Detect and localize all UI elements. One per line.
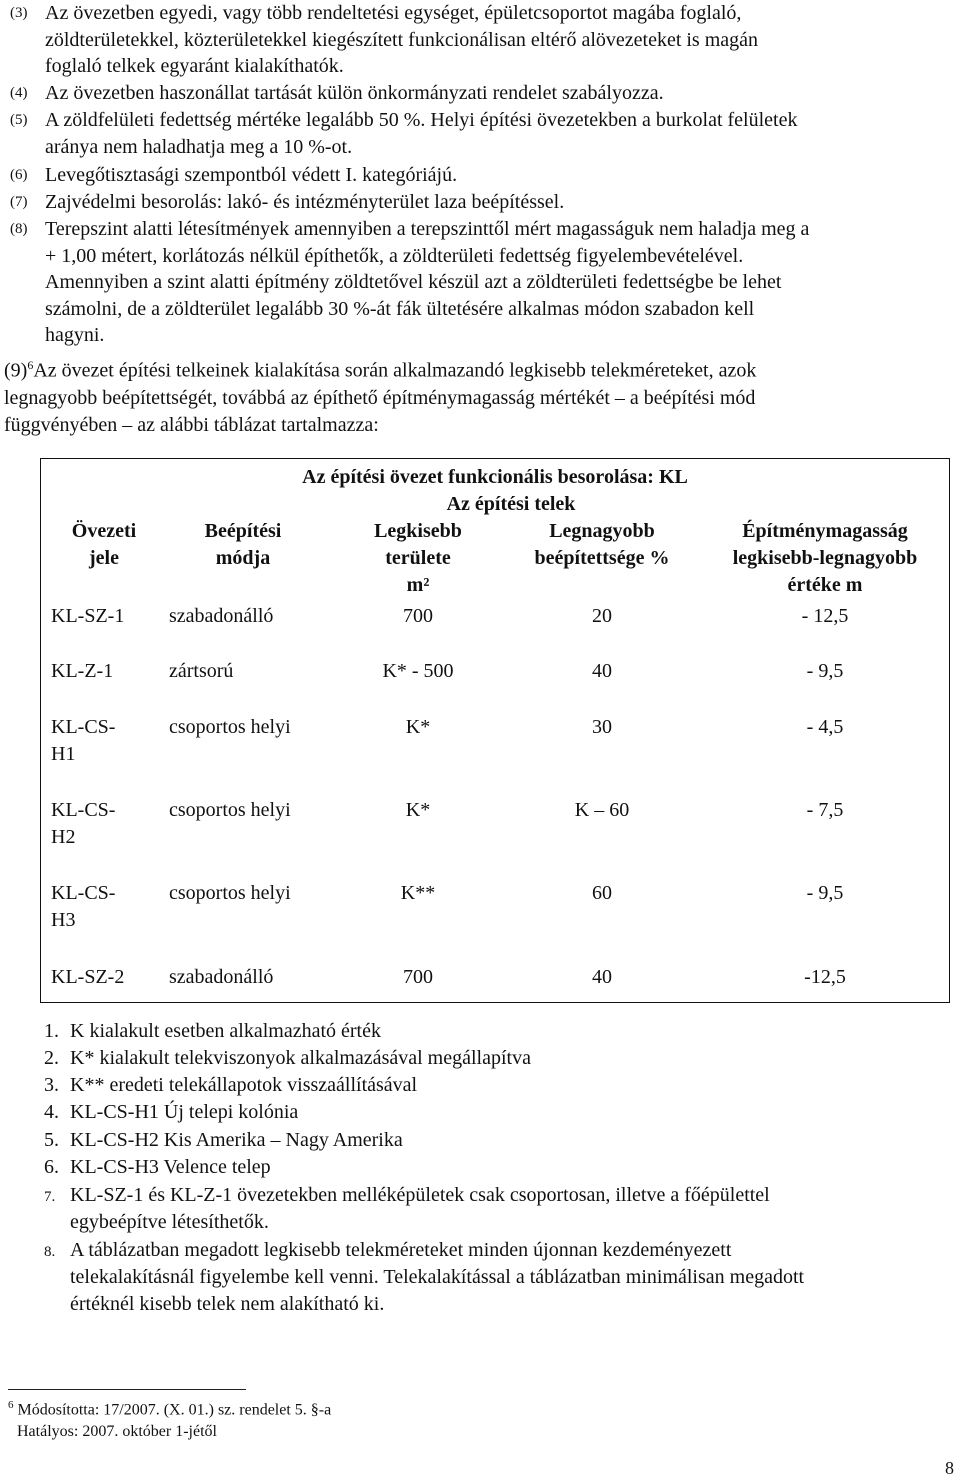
paragraph-5 bbox=[10, 107, 946, 160]
paragraph-number: (9) bbox=[4, 359, 28, 382]
cell-building-height: - 12,5 bbox=[801, 605, 849, 627]
text-line: legnagyobb beépítettségét, továbbá az építhető építménymagasság mértékét – a beépítési mód bbox=[4, 386, 756, 409]
cell-zone-code: KL-CS- H1 bbox=[51, 716, 116, 765]
cell-zone-code: KL-SZ-2 bbox=[51, 966, 125, 988]
list-item: 3. K** eredeti telekállapotok visszaállításával bbox=[44, 1074, 418, 1096]
cell-building-mode: szabadonálló bbox=[169, 966, 274, 988]
paragraph-4 bbox=[10, 80, 946, 107]
cell-building-mode: csoportos helyi bbox=[169, 882, 291, 904]
list-item: 4. KL-CS-H1 Új telepi kolónia bbox=[44, 1101, 299, 1123]
cell-building-height: - 4,5 bbox=[806, 716, 844, 738]
paragraph-3 bbox=[10, 0, 946, 80]
text-line: Terepszint alatti létesítmények amennyiben a terepszinttől mért magasságuk nem haladja meg a bbox=[45, 218, 810, 240]
table-title: Az építési övezet funkcionális besorolása: KL bbox=[302, 466, 688, 488]
table-subtitle: Az építési telek bbox=[446, 493, 576, 515]
cell-min-area: K* - 500 bbox=[382, 660, 454, 682]
cell-building-height: - 9,5 bbox=[806, 882, 844, 904]
cell-min-area: K** bbox=[400, 882, 436, 904]
paragraph-number: (8) bbox=[10, 221, 28, 237]
text-line: foglaló telkek egyaránt kialakíthatók. bbox=[45, 55, 344, 77]
footnote-number: 6 bbox=[8, 1399, 14, 1411]
text-line: függvényében – az alábbi táblázat tartalmazza: bbox=[4, 413, 379, 436]
paragraph-9 bbox=[4, 352, 942, 439]
footnote-ref[interactable]: 6 bbox=[27, 358, 34, 372]
text-line: zöldterületekkel, közterületekkel kiegészített funkcionálisan eltérő alövezeteket is magán bbox=[45, 28, 759, 51]
text-line: Az övezet építési telkeinek kialakítása során alkalmazandó legkisebb telekméreteket, azok bbox=[33, 359, 757, 382]
list-item: 1. K kialakult esetben alkalmazható érték bbox=[44, 1020, 381, 1042]
cell-max-coverage: 30 bbox=[592, 716, 612, 738]
header-zone-code: Övezeti jele bbox=[71, 520, 137, 569]
header-min-area: Legkisebb területe m² bbox=[374, 520, 462, 596]
cell-max-coverage: 60 bbox=[592, 882, 612, 904]
cell-max-coverage: 20 bbox=[592, 605, 612, 627]
list-item: 6. KL-CS-H3 Velence telep bbox=[44, 1156, 271, 1178]
footnote-line: Hatályos: 2007. október 1-jétől bbox=[17, 1423, 217, 1441]
cell-building-height: - 9,5 bbox=[806, 660, 844, 682]
cell-zone-code: KL-Z-1 bbox=[51, 660, 114, 682]
cell-min-area: K* bbox=[405, 799, 431, 821]
cell-min-area: K* bbox=[405, 716, 431, 738]
text-line: Levegőtisztasági szempontból védett I. kategóriájú. bbox=[45, 164, 458, 186]
cell-building-mode: zártsorú bbox=[169, 660, 234, 682]
paragraph-number: (3) bbox=[10, 5, 28, 21]
list-item: 5. KL-CS-H2 Kis Amerika – Nagy Amerika bbox=[44, 1129, 403, 1151]
cell-zone-code: KL-CS- H2 bbox=[51, 799, 116, 848]
header-building-height: Építménymagasság legkisebb-legnagyobb értéke m bbox=[732, 520, 918, 596]
text-line: + 1,00 métert, korlátozás nélkül építhetők, a zöldterületi fedettség figyelembevételével. bbox=[45, 244, 744, 267]
text-line: Zajvédelmi besorolás: lakó- és intézményterület laza beépítéssel. bbox=[45, 191, 565, 213]
header-building-mode: Beépítési módja bbox=[204, 520, 282, 569]
paragraph-8 bbox=[10, 216, 946, 349]
cell-zone-code: KL-SZ-1 bbox=[51, 605, 125, 627]
cell-max-coverage: K – 60 bbox=[574, 799, 630, 821]
paragraph-number: (7) bbox=[10, 194, 28, 210]
footnote-divider bbox=[8, 1389, 246, 1390]
cell-max-coverage: 40 bbox=[592, 660, 612, 682]
paragraph-6 bbox=[10, 162, 946, 189]
paragraph-number: (6) bbox=[10, 167, 28, 183]
footnote bbox=[8, 1394, 331, 1443]
cell-min-area: 700 bbox=[403, 966, 433, 988]
list-item: 2. K* kialakult telekviszonyok alkalmazásával megállapítva bbox=[44, 1047, 531, 1069]
header-max-coverage: Legnagyobb beépítettsége % bbox=[534, 520, 670, 569]
text-line: Amennyiben a szint alatti építmény zöldtetővel készül azt a zöldterületi fedettségbe be lehet bbox=[45, 271, 782, 293]
cell-min-area: 700 bbox=[403, 605, 433, 627]
cell-building-height: - 7,5 bbox=[806, 799, 844, 821]
text-line: Az övezetben haszonállat tartását külön önkormányzati rendelet szabályozza. bbox=[45, 82, 664, 104]
text-line: aránya nem haladhatja meg a 10 %-ot. bbox=[45, 135, 353, 158]
paragraph-7 bbox=[10, 189, 946, 216]
list-item: 7. KL-SZ-1 és KL-Z-1 övezetekben melléképületek csak csoportosan, illetve a főépülettel egybeépítve létesíthetők. bbox=[44, 1184, 770, 1233]
text-line: számolni, de a zöldterület legalább 30 %-át fák ültetésére alkalmas módon szabadon kell bbox=[45, 297, 755, 320]
text-line: Az övezetben egyedi, vagy több rendeltetési egységet, épületcsoportot magába foglaló, bbox=[45, 2, 742, 24]
list-item: 8. A táblázatban megadott legkisebb telekméreteket minden újonnan kezdeményezett telekalakításnál figyelembe kell venni. Telekalakítással a táblázatban minimálisan megadott értéknél kisebb telek nem alakítható ki. bbox=[44, 1239, 805, 1315]
cell-max-coverage: 40 bbox=[592, 966, 612, 988]
text-line: A zöldfelületi fedettség mértéke legalább 50 %. Helyi építési övezetekben a burkolat felületek bbox=[45, 109, 798, 131]
cell-building-mode: csoportos helyi bbox=[169, 716, 291, 738]
paragraph-number: (4) bbox=[10, 85, 28, 101]
text-line: hagyni. bbox=[45, 324, 105, 346]
page-number: 8 bbox=[945, 1458, 954, 1478]
cell-building-mode: szabadonálló bbox=[169, 605, 274, 627]
cell-building-height: -12,5 bbox=[804, 966, 846, 988]
zoning-table bbox=[40, 458, 950, 1003]
cell-zone-code: KL-CS- H3 bbox=[51, 882, 116, 931]
footnote-line: Módosította: 17/2007. (X. 01.) sz. rendelet 5. §-a bbox=[17, 1401, 332, 1419]
cell-building-mode: csoportos helyi bbox=[169, 799, 291, 821]
paragraph-number: (5) bbox=[10, 112, 28, 128]
